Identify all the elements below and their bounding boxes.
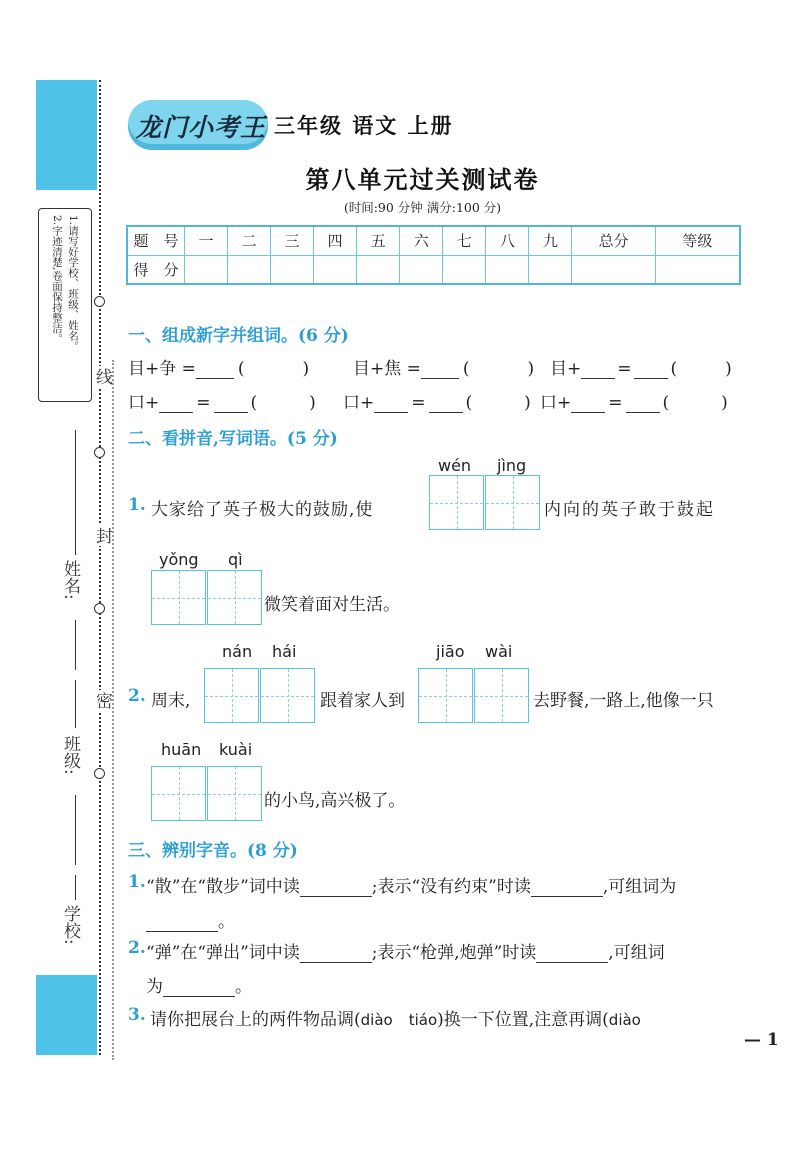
s2-q2-text-3: 去野餐,一路上,他像一只 [533, 691, 714, 711]
score-cell: 题 号 [127, 226, 185, 255]
s1-eq: = [411, 393, 426, 413]
pinyin: tiáo [408, 1011, 438, 1029]
name-write-line[interactable] [75, 430, 76, 555]
question-number: 2. [128, 938, 146, 958]
score-cell: 四 [314, 226, 357, 255]
s2-q1-text-before: 大家给了英子极大的鼓励,使 [151, 500, 374, 520]
s3-q1-line [146, 872, 676, 897]
s3-q2-d: 为 [146, 977, 163, 997]
bracket-close: ) [721, 393, 728, 413]
tianzige-box[interactable] [260, 668, 315, 723]
s3-q2-c: ,可组词 [608, 943, 665, 963]
answer-blank[interactable] [626, 412, 660, 413]
pinyin: diào [360, 1011, 393, 1029]
score-cell: 一 [185, 226, 228, 255]
s1-prefix: 口+ [540, 393, 572, 413]
label-name: 姓名: [60, 560, 80, 600]
question-number: 2. [128, 686, 146, 706]
score-row-label: 得 分 [127, 255, 185, 284]
pinyin: huān [161, 740, 202, 759]
answer-blank[interactable] [429, 412, 463, 413]
label-school: 学校: [60, 905, 80, 945]
question-number: 3. [128, 1005, 146, 1025]
s1-prefix: 目+ [550, 359, 582, 379]
s3-q1-a: “散”在“散步”词中读 [146, 877, 300, 897]
binding-hole [94, 603, 105, 614]
page-number: — 1 [744, 1030, 779, 1050]
score-cell: 等级 [655, 226, 740, 255]
section3-heading: 三、辨别字音。(8 分) [128, 841, 298, 861]
s1-prefix: 口+ [343, 393, 375, 413]
s3-q3-line [150, 1005, 641, 1030]
score-input-cell[interactable] [529, 255, 572, 284]
tianzige-box[interactable] [151, 570, 206, 625]
bracket-close: ) [725, 359, 732, 379]
s1-prefix: 目+争 = [128, 359, 196, 379]
s1-prefix: 口+ [128, 393, 160, 413]
bracket-close: ) [524, 393, 531, 413]
pinyin: jiāo [436, 642, 465, 661]
s3-q2-a: “弹”在“弹出”词中读 [146, 943, 300, 963]
s3-q2-end: 。 [235, 977, 252, 997]
bracket-close: ) [302, 359, 310, 379]
answer-blank[interactable] [159, 412, 193, 413]
answer-blank[interactable] [421, 378, 459, 379]
s3-q2-line [146, 938, 665, 963]
seal-mark-feng: 封 [90, 525, 115, 546]
score-input-cell[interactable] [271, 255, 314, 284]
score-table-score-row [127, 255, 740, 284]
s1-prefix: 目+焦 = [353, 359, 421, 379]
notice-line-1: 1.请写好学校、班级、姓名。 [67, 215, 79, 352]
score-cell: 九 [529, 226, 572, 255]
seal-mark-xian: 线 [90, 366, 115, 387]
s1-r1-item3 [550, 354, 732, 379]
score-input-cell[interactable] [228, 255, 271, 284]
answer-blank[interactable] [214, 412, 248, 413]
answer-blank[interactable] [571, 412, 605, 413]
tianzige-box[interactable] [485, 475, 540, 530]
s3-q1-end: 。 [218, 912, 235, 932]
label-class: 班级: [60, 735, 80, 775]
pinyin: jìng [497, 456, 527, 475]
s1-r1-item2 [353, 354, 534, 379]
tianzige-box[interactable] [474, 668, 529, 723]
bracket-close: ) [527, 359, 535, 379]
pinyin: yǒng [159, 550, 199, 569]
score-cell: 三 [271, 226, 314, 255]
score-input-cell[interactable] [357, 255, 400, 284]
bracket-open: ( [237, 359, 245, 379]
s1-r2-item2 [343, 388, 531, 413]
tianzige-box[interactable] [418, 668, 473, 723]
score-cell: 五 [357, 226, 400, 255]
s1-r1-item1 [128, 354, 309, 379]
s2-q2-text-1: 周末, [151, 691, 191, 711]
brand-logo [128, 100, 268, 150]
s2-q2-text-end: 的小鸟,高兴极了。 [264, 791, 406, 811]
score-input-cell[interactable] [486, 255, 529, 284]
score-input-cell[interactable] [314, 255, 357, 284]
answer-blank[interactable] [536, 962, 608, 963]
binding-hole [94, 296, 105, 307]
bracket-open: ( [250, 393, 258, 413]
question-number: 1. [128, 495, 146, 515]
notice-line-2: 2.字迹清楚,卷面保持整洁。 [51, 215, 63, 344]
answer-blank[interactable] [634, 378, 668, 379]
score-input-cell[interactable] [185, 255, 228, 284]
bracket-open: ( [662, 393, 670, 413]
tianzige-box[interactable] [207, 766, 262, 821]
notice-box [38, 208, 92, 402]
s3-q1-c: ,可组词为 [602, 877, 677, 897]
answer-blank[interactable] [581, 378, 615, 379]
answer-blank[interactable] [374, 412, 408, 413]
answer-blank[interactable] [146, 931, 218, 932]
bracket-close: ) [309, 393, 316, 413]
binding-hole [94, 447, 105, 458]
answer-blank[interactable] [196, 378, 234, 379]
s2-q1-text-end: 微笑着面对生活。 [264, 595, 400, 615]
class-write-line-lower[interactable] [75, 795, 76, 865]
s1-eq: = [617, 359, 632, 379]
s3-q3-b: )换一下位置,注意再调( [437, 1010, 609, 1030]
answer-blank[interactable] [531, 896, 603, 897]
bracket-open: ( [670, 359, 678, 379]
s2-q1-text-after: 内向的英子敢于鼓起 [544, 500, 715, 520]
s1-r2-item1 [128, 388, 316, 413]
pinyin: kuài [219, 740, 253, 759]
seal-mark-mi: 密 [90, 690, 115, 711]
s3-q2-line2 [146, 972, 252, 997]
s3-q3-a: 请你把展台上的两件物品调( [150, 1010, 361, 1030]
s1-r2-item3 [540, 388, 728, 413]
section2-heading: 二、看拼音,写词语。(5 分) [128, 429, 338, 449]
score-input-cell[interactable] [572, 255, 655, 284]
bracket-open: ( [462, 359, 470, 379]
tianzige-box[interactable] [151, 766, 206, 821]
s2-q2-text-2: 跟着家人到 [320, 691, 405, 711]
page-title: 第八单元过关测试卷 [305, 165, 540, 194]
margin-dotted-line [112, 360, 114, 1060]
s3-q1-b: ;表示“没有约束”时读 [371, 877, 531, 897]
answer-blank[interactable] [300, 896, 372, 897]
bracket-open: ( [465, 393, 473, 413]
name-write-line-lower[interactable] [75, 620, 76, 670]
margin-color-band-bottom [36, 975, 97, 1055]
school-write-line[interactable] [75, 875, 76, 900]
answer-blank[interactable] [163, 996, 235, 997]
grade-subject: 三年级 语文 上册 [274, 113, 454, 138]
answer-blank[interactable] [300, 962, 372, 963]
question-number: 1. [128, 872, 146, 892]
score-cell: 八 [486, 226, 529, 255]
pinyin: qì [228, 550, 243, 569]
pinyin: diào [608, 1011, 641, 1029]
binding-hole [94, 768, 105, 779]
section1-heading: 一、组成新字并组词。(6 分) [128, 326, 349, 346]
pinyin: hái [272, 642, 297, 661]
tianzige-box[interactable] [204, 668, 259, 723]
s3-q1-line2 [146, 907, 235, 932]
s1-eq: = [608, 393, 623, 413]
tianzige-box[interactable] [429, 475, 484, 530]
score-table-header-row [127, 226, 740, 255]
s1-eq: = [196, 393, 211, 413]
score-cell: 七 [443, 226, 486, 255]
score-cell: 总分 [572, 226, 655, 255]
s3-q2-b: ;表示“枪弹,炮弹”时读 [371, 943, 537, 963]
score-table [126, 225, 741, 285]
brand-logo-text: 龙门小考王 [136, 113, 267, 142]
score-input-cell[interactable] [443, 255, 486, 284]
time-info: (时间:90 分钟 满分:100 分) [343, 200, 502, 215]
pinyin: nán [222, 642, 253, 661]
pinyin: wén [438, 456, 472, 475]
class-write-line[interactable] [75, 680, 76, 728]
score-input-cell[interactable] [400, 255, 443, 284]
tianzige-box[interactable] [207, 570, 262, 625]
pinyin: wài [485, 642, 513, 661]
binding-dotted-line [99, 80, 101, 1055]
score-cell: 六 [400, 226, 443, 255]
score-input-cell[interactable] [655, 255, 740, 284]
score-cell: 二 [228, 226, 271, 255]
